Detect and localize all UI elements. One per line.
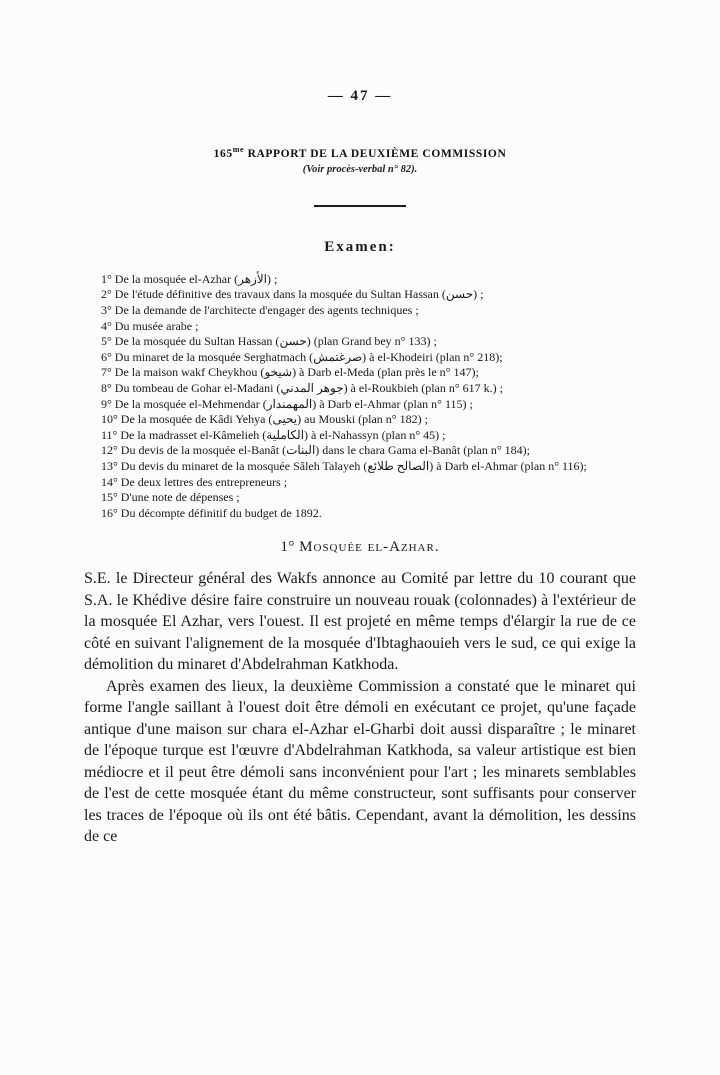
examen-list-item: 8° Du tombeau de Gohar el-Madani (جوهر المدني) à el-Roukbieh (plan n° 617 k.) ; [101,380,503,395]
examen-list-item: 6° Du minaret de la mosquée Serghatmach (صرغتمش) à el-Khodeiri (plan n° 218); [101,349,503,364]
report-title-ordinal-suffix: me [232,145,245,154]
report-title [0,145,720,160]
section-heading-number: 1° [280,539,295,556]
examen-list-item: 11° De la madrasset el-Kâmelieh (الكاملية) à el-Nahassyn (plan n° 45) ; [101,427,446,442]
examen-list [84,272,636,522]
report-title-number: 165 [213,147,233,160]
report-title-text: RAPPORT DE LA DEUXIÈME COMMISSION [244,147,507,160]
examen-list-item: 5° De la mosquée du Sultan Hassan (حسن) (plan Grand bey n° 133) ; [101,334,437,349]
examen-list-item: 13° Du devis du minaret de la mosquée Sâleh Talayeh (الصالح طلائع) à Darb el-Ahmar (plan n° 116); [101,458,587,473]
examen-list-item: 4° Du musée arabe ; [101,318,199,333]
examen-list-item: 14° De deux lettres des entrepreneurs ; [101,474,288,489]
examen-list-item: 9° De la mosquée el-Mehmendar (المهمندار) à Darb el-Ahmar (plan n° 115) ; [101,396,473,411]
examen-list-item: 3° De la demande de l'architecte d'engager des agents techniques ; [101,303,419,318]
report-subtitle: (Voir procès-verbal n° 82). [302,163,418,175]
examen-list-item: 15° D'une note de dépenses ; [101,490,240,505]
body-paragraph: Après examen des lieux, la deuxième Commission a constaté que le minaret qui forme l'angle saillant à l'ouest doit être démoli en exécutant ce projet, qu'une façade antique d'une maison sur chara el-Azhar el-Gharbi doit aussi disparaître ; le minaret de l'époque turque est l'œuvre d'Abdelrahman Katkhoda, sa valeur artistique est bien médiocre et il peut être démoli sans inconvénient pour l'art ; les minarets semblables de l'est de cette mosquée étant du même constructeur, sont suffisants pour conserver les traces de l'époque où ils ont été bâtis. Cependant, avant la démolition, les dessins de ce [84,677,636,846]
section-divider [314,205,406,207]
examen-list-item: 1° De la mosquée el-Azhar (الأزهر) ; [101,271,278,286]
examen-list-item: 12° Du devis de la mosquée el-Banât (البنات) dans le chara Gama el-Banât (plan n° 184); [101,443,530,458]
examen-list-item: 16° Du décompte définitif du budget de 1892. [101,505,322,520]
examen-list-item: 10° De la mosquée de Kâdi Yehya (يحيى) au Mouski (plan n° 182) ; [101,412,428,427]
page-number: — 47 — [327,88,393,104]
examen-list-item: 7° De la maison wakf Cheykhou (شيخو) à Darb el-Meda (plan près le n° 147); [101,365,479,380]
section-heading-title: Mosquée el-Azhar. [299,539,440,556]
body-paragraphs [84,568,636,848]
examen-list-item: 2° De l'étude définitive des travaux dans la mosquée du Sultan Hassan (حسن) ; [101,287,484,302]
body-paragraph: S.E. le Directeur général des Wakfs annonce au Comité par lettre du 10 courant que S.A. le Khédive désire faire construire un nouveau rouak (colonnades) à l'extérieur de la mosquée El Azhar, vers l'ouest. Il est projeté en même temps d'élargir la rue de ce côté en suivant l'alignement de la mosquée d'Ibtaghaouieh vers le sud, ce qui exige la démolition du minaret d'Abdelrahman Katkhoda. [84,570,636,674]
examen-heading: Examen: [324,238,396,255]
section-heading [0,539,720,556]
